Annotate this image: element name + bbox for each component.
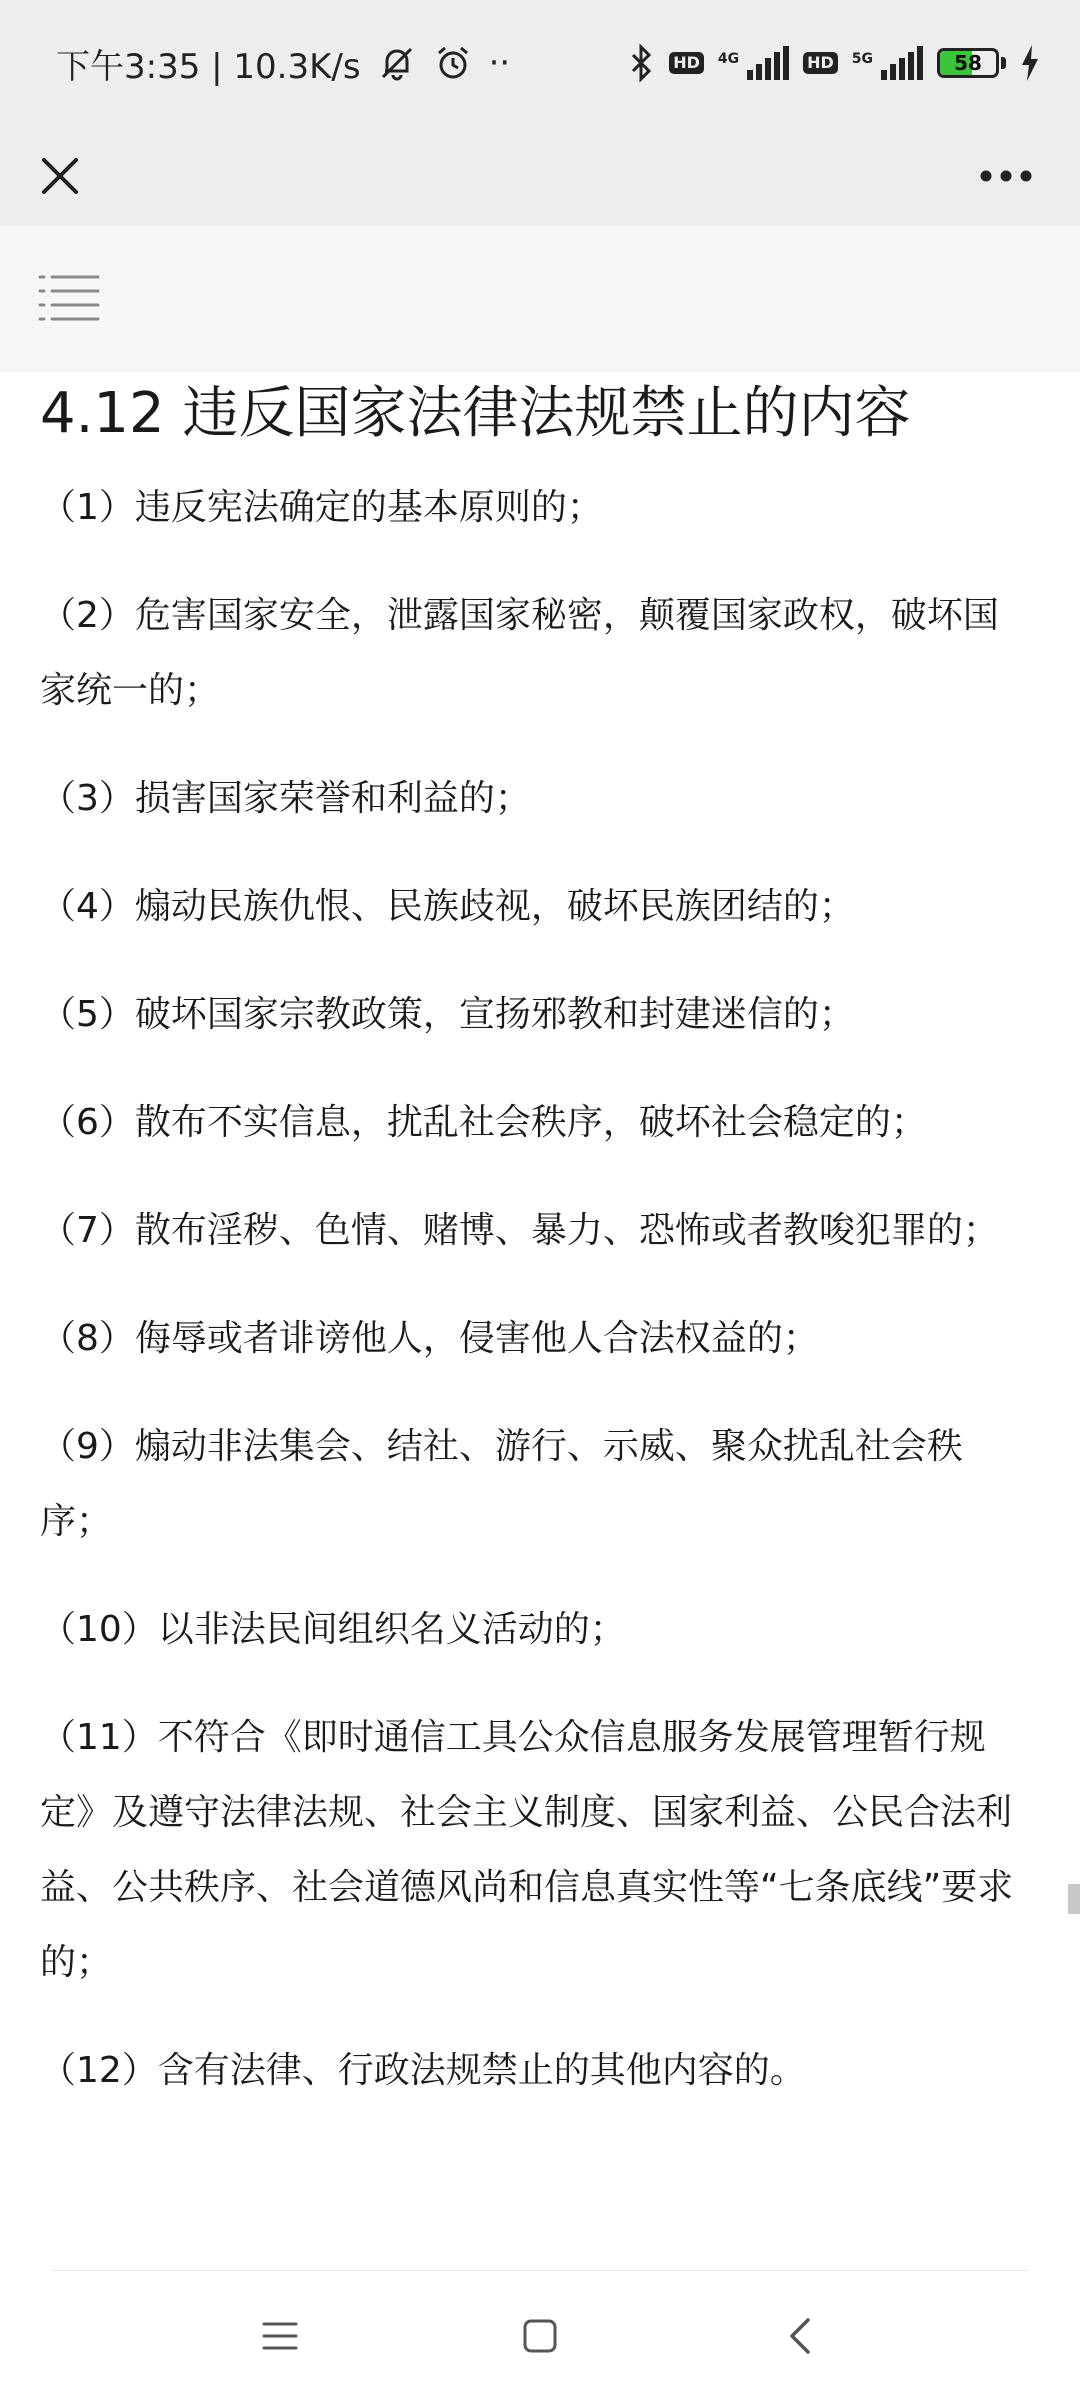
back-icon [788,2317,812,2355]
table-of-contents-button[interactable] [38,271,102,327]
toc-bar [0,226,1080,372]
status-bar [0,0,1080,126]
charging-icon [1020,45,1040,81]
clause-11: （11）不符合《即时通信工具公众信息服务发展管理暂行规定》及遵守法律法规、社会主义制度、国家利益、公民合法利益、公共秩序、社会道德风尚和信息真实性等“七条底线”要求的； [40,1717,1014,1983]
top-nav-bar [0,126,1080,226]
close-icon [38,154,82,198]
section-title: 4.12 违反国家法律法规禁止的内容 [40,381,911,446]
home-button[interactable] [505,2301,575,2371]
status-left [56,39,510,88]
battery-tip [1001,57,1006,69]
battery-indicator [937,48,999,78]
clause-7: （7）散布淫秽、色情、赌博、暴力、恐怖或者教唆犯罪的； [40,1210,999,1251]
clause-12: （12）含有法律、行政法规禁止的其他内容的。 [40,2050,806,2091]
clause-1: （1）违反宪法确定的基本原则的； [40,487,603,528]
home-icon [523,2319,557,2353]
clause-3: （3）损害国家荣誉和利益的； [40,778,531,819]
hd-badge: HD [669,52,704,74]
more-horizontal-icon [979,169,1033,183]
article-content [40,372,1030,2141]
more-status-dots: ·· [488,43,511,83]
signal-icon [747,46,789,80]
recent-apps-button[interactable] [245,2301,315,2371]
clause-4: （4）煽动民族仇恨、民族歧视，破坏民族团结的； [40,886,855,927]
system-nav-bar [0,2271,1080,2400]
scrollbar-thumb[interactable] [1068,1884,1080,1914]
alarm-icon [433,43,473,83]
list-menu-icon [38,273,100,325]
network-type-5g: 5G [851,51,873,67]
network-type-4g: 4G [717,51,740,67]
hd-badge-2: HD [803,52,838,74]
signal-icon-2 [881,46,923,80]
more-button[interactable] [976,146,1036,206]
clause-2: （2）危害国家安全，泄露国家秘密，颠覆国家政权，破坏国家统一的； [40,595,999,711]
clause-5: （5）破坏国家宗教政策，宣扬邪教和封建迷信的； [40,994,855,1035]
clause-8: （8）侮辱或者诽谤他人，侵害他人合法权益的； [40,1318,819,1359]
recent-apps-icon [262,2321,298,2351]
time-speed-text: 下午3:35 | 10.3K/s [56,46,361,87]
status-right [627,43,1040,83]
battery-level: 58 [954,51,982,75]
clause-10: （10）以非法民间组织名义活动的； [40,1609,626,1650]
bell-mute-icon [377,43,417,83]
bluetooth-icon [627,43,655,83]
back-button[interactable] [765,2301,835,2371]
clause-6: （6）散布不实信息，扰乱社会秩序，破坏社会稳定的； [40,1102,927,1143]
clause-9: （9）煽动非法集会、结社、游行、示威、聚众扰乱社会秩序； [40,1426,963,1542]
close-button[interactable] [30,146,90,206]
